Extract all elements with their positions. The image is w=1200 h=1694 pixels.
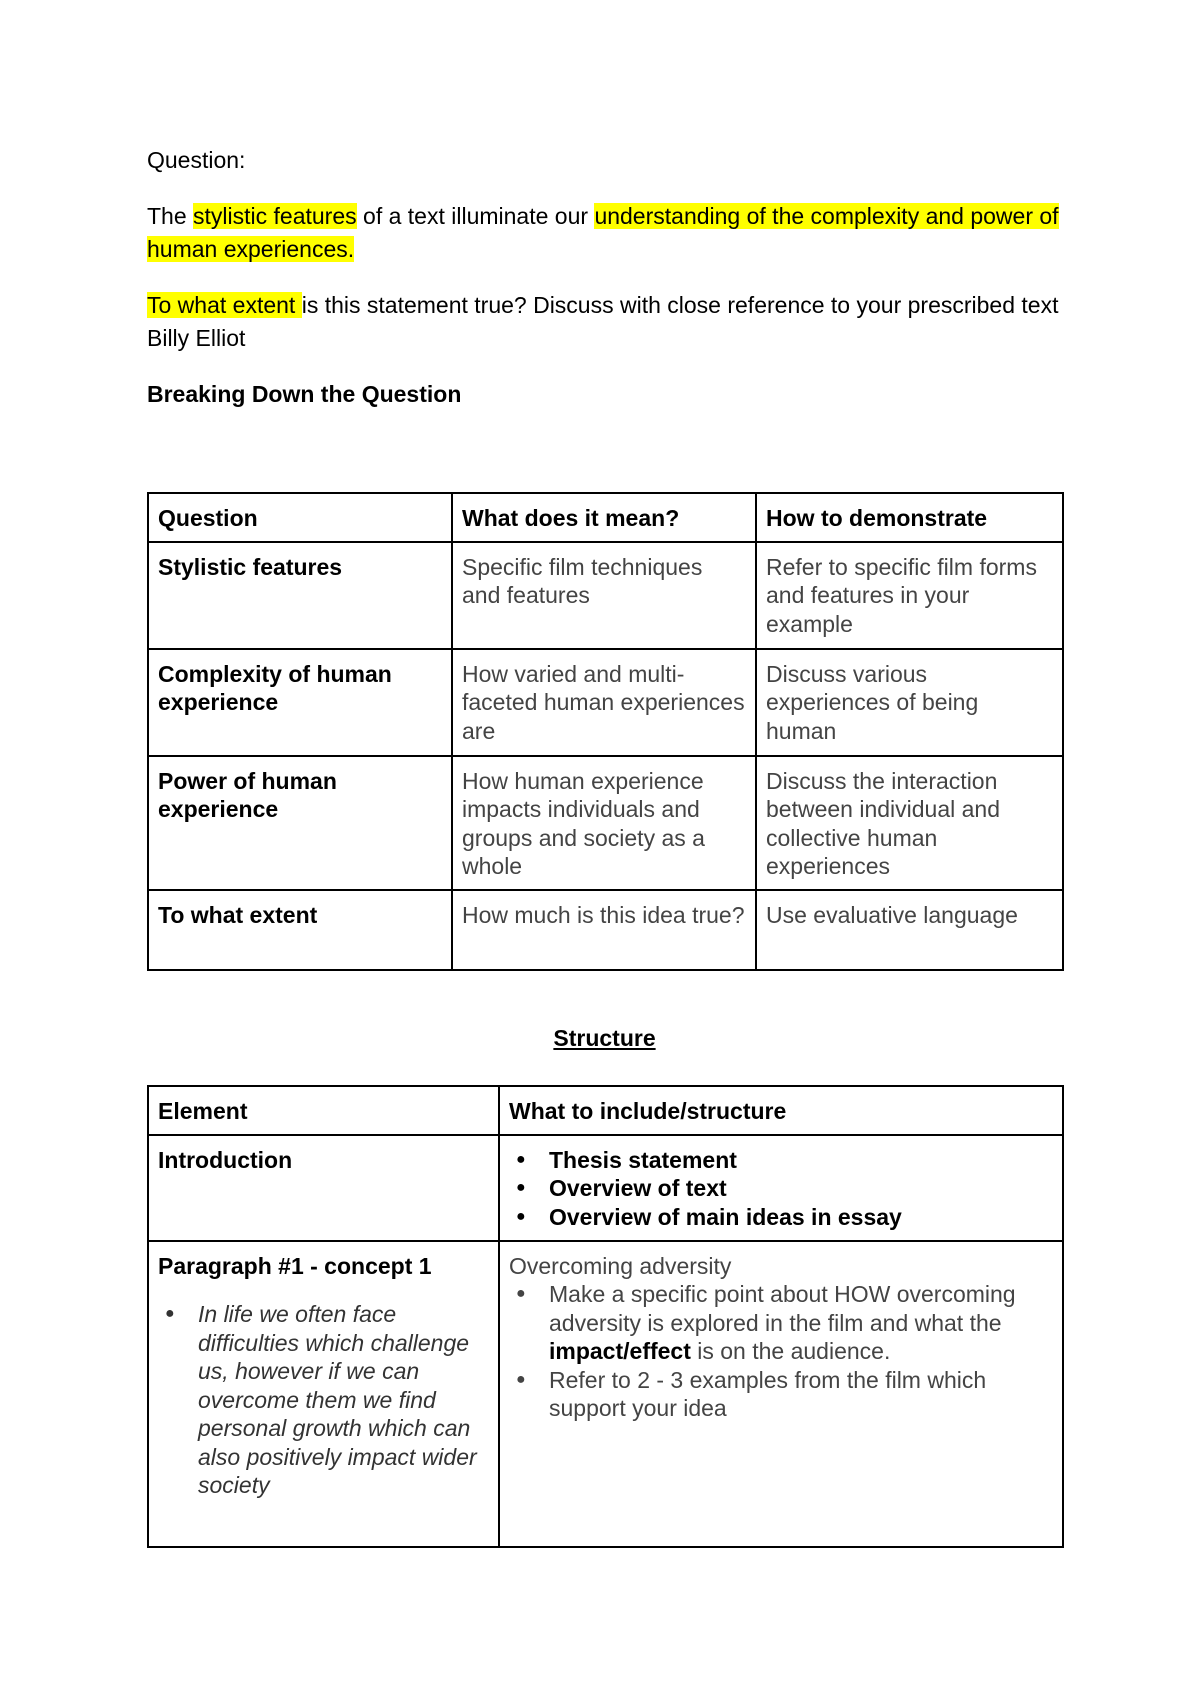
bullet-text: is on the audience.: [690, 1338, 891, 1364]
header-cell: How to demonstrate: [756, 493, 1063, 542]
table-row: [148, 756, 1063, 890]
statement-part-1: The: [147, 203, 194, 229]
table-row: [148, 1135, 1063, 1241]
header-cell: What to include/structure: [499, 1086, 1063, 1135]
question-label: Question:: [147, 147, 246, 173]
list-item: ● Refer to 2 - 3 examples from the film which support your idea: [549, 1366, 1053, 1423]
breakdown-heading: Breaking Down the Question: [147, 381, 462, 407]
row-label: Power of human experience: [148, 756, 452, 890]
bullet-bold-text: impact/effect: [549, 1338, 691, 1364]
table-header-row: [148, 1086, 1063, 1135]
table-cell: How much is this idea true?: [452, 890, 756, 970]
list-item: ● In life we often face difficulties which challenge us, however if we can overcome them we find personal growth which can also positively impact wider society: [198, 1300, 489, 1500]
header-cell: What does it mean?: [452, 493, 756, 542]
row-label: Stylistic features: [148, 542, 452, 649]
highlight-to-what-extent: To what extent: [147, 292, 302, 318]
row-label: Complexity of human experience: [148, 649, 452, 756]
prompt: [147, 289, 1062, 355]
table-cell: Discuss various experiences of being human: [756, 649, 1063, 756]
table-cell: How varied and multi-faceted human experiences are: [452, 649, 756, 756]
list-item: [549, 1280, 1053, 1366]
intro-bullets: [499, 1135, 1063, 1241]
highlight-understanding: understanding of the complexity and power of human experiences.: [147, 203, 1059, 262]
row-label-introduction: Introduction: [148, 1135, 499, 1241]
table-header-row: [148, 493, 1063, 542]
paragraph-1-cell: [148, 1241, 499, 1547]
row-label-paragraph-1: Paragraph #1 - concept 1: [158, 1252, 432, 1279]
prompt-rest: is this statement true? Discuss with close reference to your prescribed text Billy Elliot: [147, 292, 1059, 351]
structure-heading: Structure: [553, 1025, 656, 1051]
paragraph-1-content: [499, 1241, 1063, 1547]
table-cell: Refer to specific film forms and features in your example: [756, 542, 1063, 649]
table-row: [148, 649, 1063, 756]
table-row: [148, 1241, 1063, 1547]
bullet-text: Make a specific point about HOW overcoming adversity is explored in the film and what the: [549, 1281, 1016, 1336]
row-label: To what extent: [148, 890, 452, 970]
structure-table: [147, 1085, 1064, 1548]
header-cell: Question: [148, 493, 452, 542]
table-cell: Use evaluative language: [756, 890, 1063, 970]
list-item: ● Overview of main ideas in essay: [549, 1203, 1053, 1232]
statement-part-2: of a text illuminate our: [356, 203, 595, 229]
header-cell: Element: [148, 1086, 499, 1135]
table-row: [148, 890, 1063, 970]
table-cell: Discuss the interaction between individual and collective human experiences: [756, 756, 1063, 890]
breakdown-table: [147, 492, 1064, 971]
table-cell: How human experience impacts individuals and groups and society as a whole: [452, 756, 756, 890]
statement: [147, 200, 1062, 266]
list-item: ● Overview of text: [549, 1174, 1053, 1203]
table-row: [148, 542, 1063, 649]
topic-label: Overcoming adversity: [509, 1252, 732, 1279]
highlight-stylistic-features: stylistic features: [193, 203, 357, 229]
table-cell: Specific film techniques and features: [452, 542, 756, 649]
list-item: ● Thesis statement: [549, 1146, 1053, 1175]
